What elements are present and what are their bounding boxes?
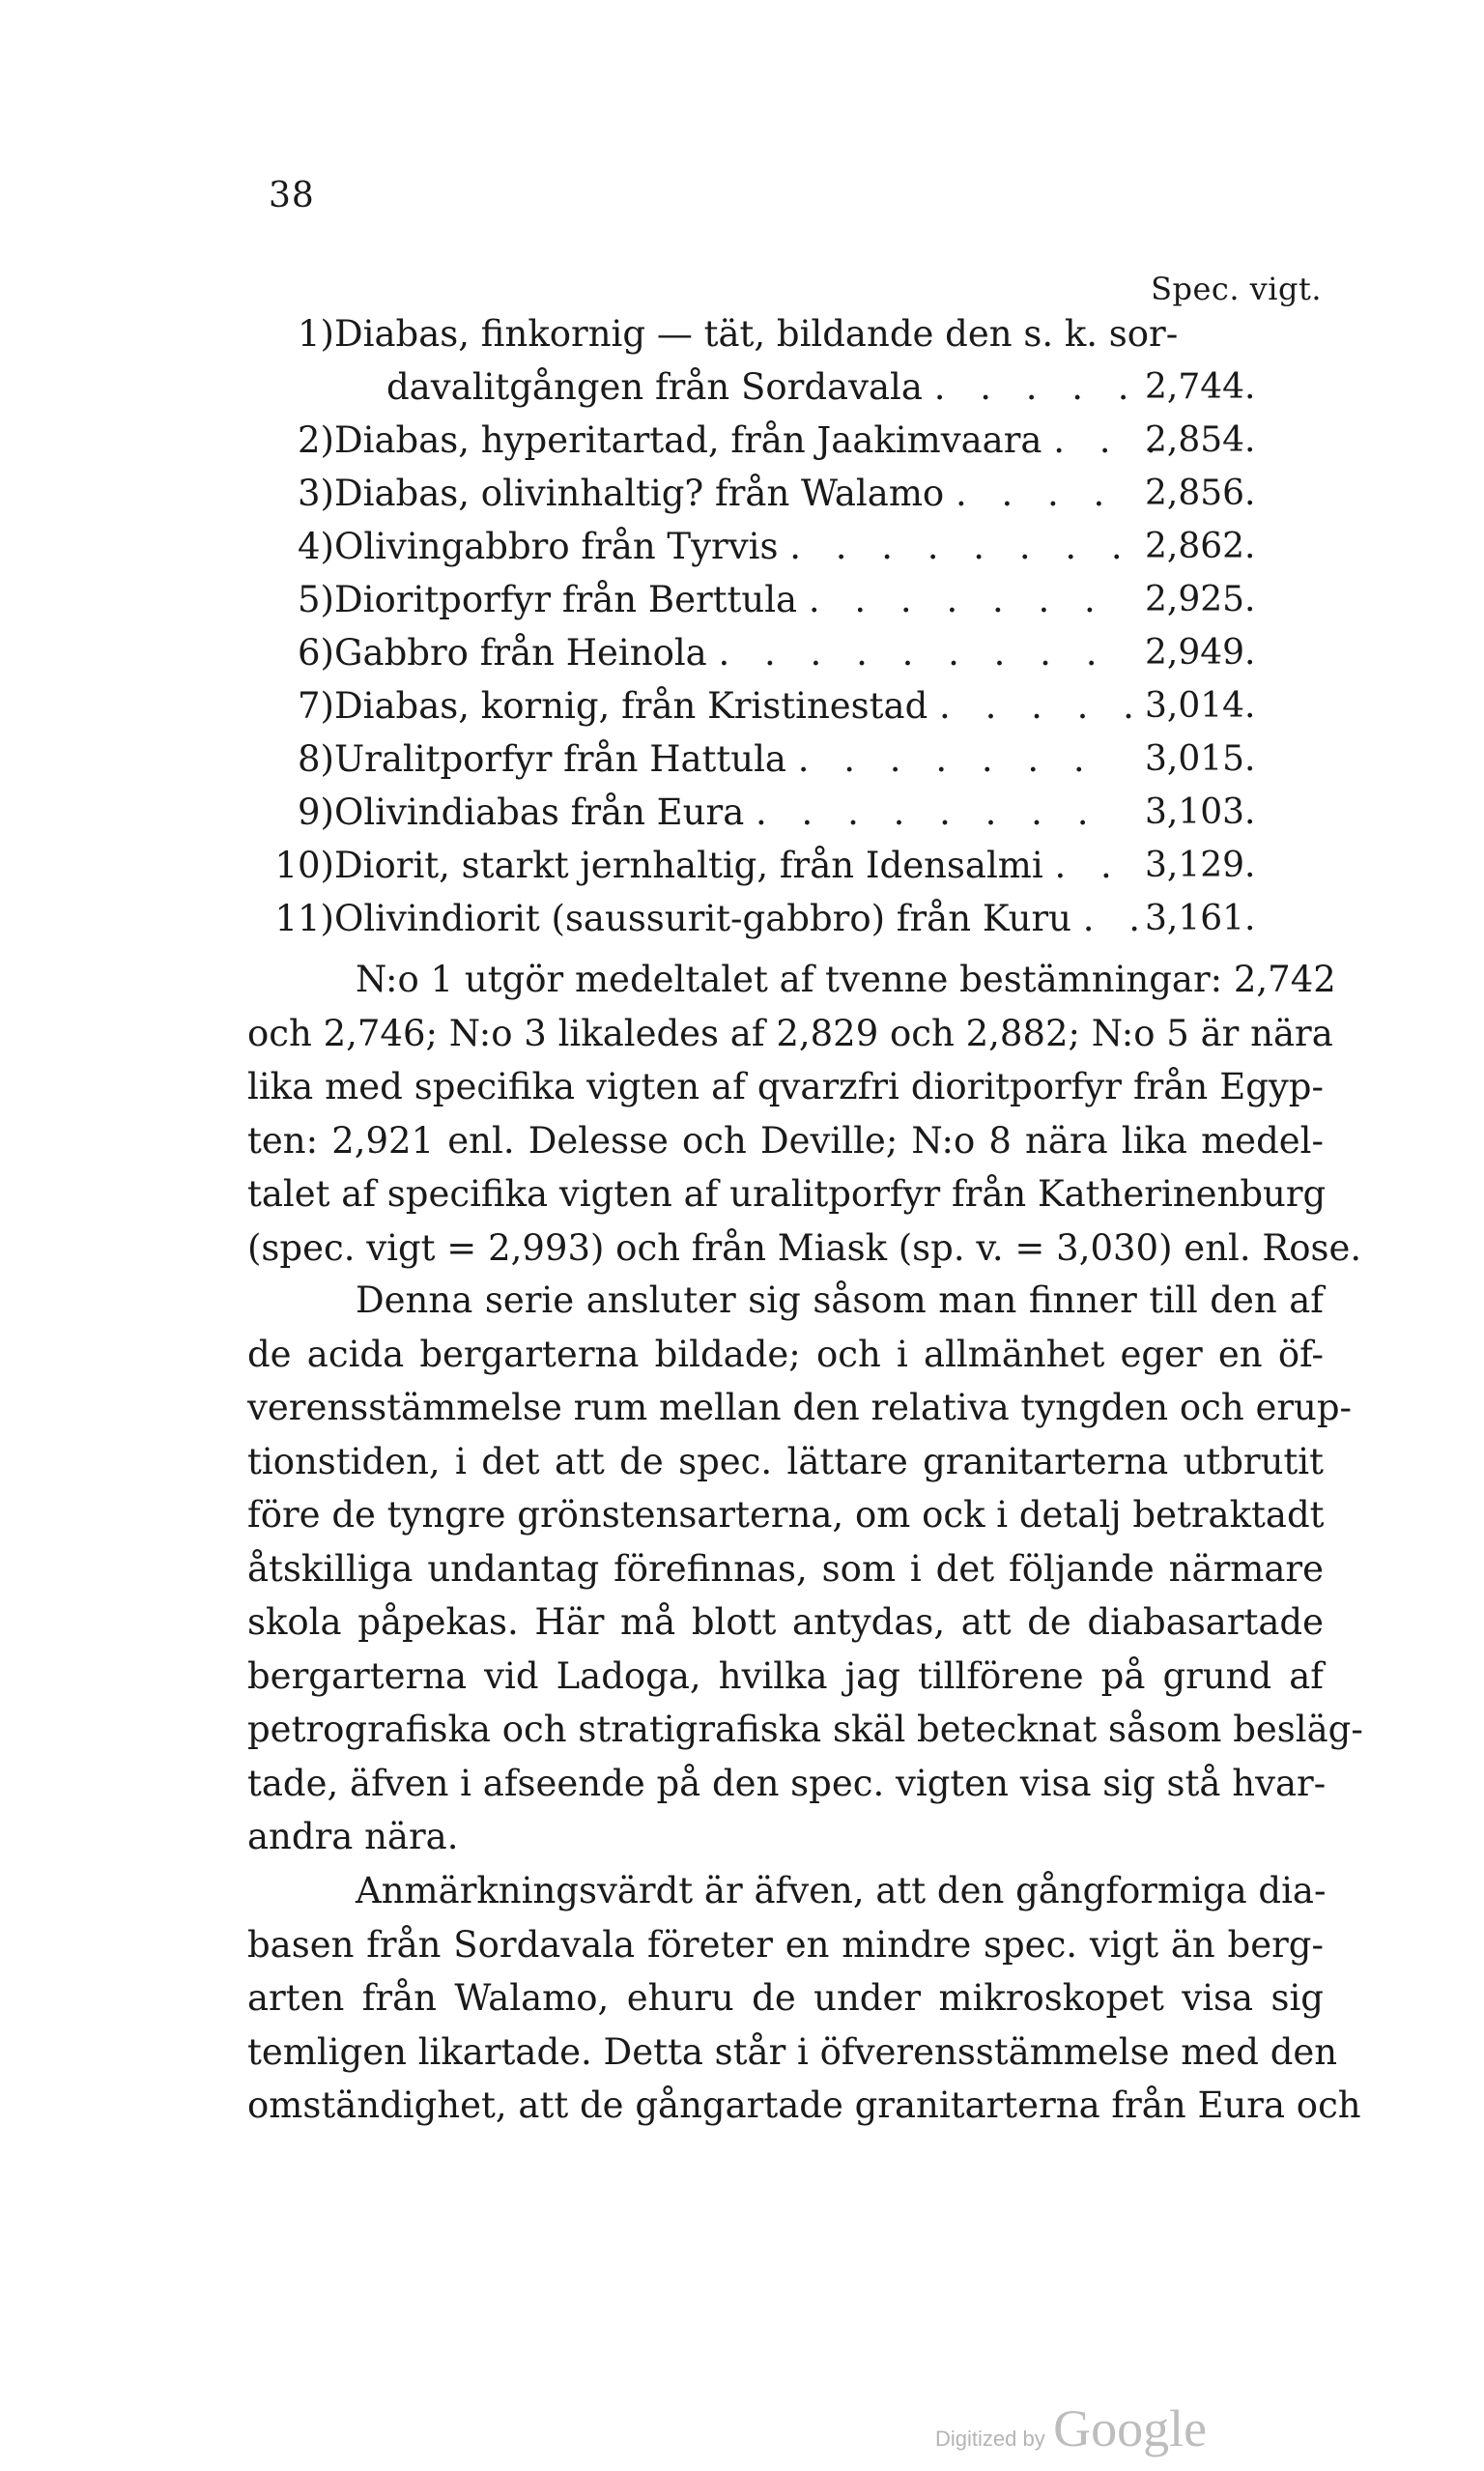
spec-weight-value: 2,854.	[1145, 420, 1256, 460]
paragraph-line: arten från Walamo, ehuru de under mikroskopet visa sig	[247, 1977, 1324, 2019]
watermark-prefix: Digitized by	[935, 2427, 1045, 2451]
paragraph-line: de acida bergarterna bildade; och i allmänhet eger en öf-	[247, 1333, 1324, 1375]
spec-weight-value: 2,856.	[1145, 474, 1256, 513]
leader-dots: . . . . . . . .	[789, 526, 1134, 567]
entry-line	[0, 467, 1484, 520]
spec-weight-value: 3,103.	[1145, 792, 1256, 832]
spec-weight-value: 2,925.	[1145, 580, 1256, 619]
paragraph-line: (spec. vigt = 2,993) och från Miask (sp. v. = 3,030) enl. Rose.	[247, 1226, 1362, 1269]
leader-dots: . .	[1054, 845, 1124, 886]
entry-text	[386, 360, 1141, 414]
entry-number: 4)	[298, 526, 334, 567]
entry-line	[0, 892, 1484, 945]
leader-dots: . . . . . . .	[797, 738, 1097, 780]
entry-line	[0, 786, 1484, 839]
entry-number: 1)	[298, 313, 334, 355]
paragraph-line: andra nära.	[247, 1816, 459, 1857]
entry-line	[0, 307, 1484, 360]
entry-number: 7)	[298, 685, 334, 727]
entry-label: Olivingabbro från Tyrvis	[334, 526, 779, 567]
spec-weight-value: 2,949.	[1145, 633, 1256, 673]
entry-line	[0, 679, 1484, 733]
entry-label: Olivindiorit (saussurit-gabbro) från Kuru	[334, 898, 1071, 939]
entry-label: Diabas, hyperitartad, från Jaakimvaara	[334, 419, 1042, 461]
entry-line	[0, 733, 1484, 786]
paragraph-line: verensstämmelse rum mellan den relativa tyngden och erup-	[247, 1387, 1353, 1428]
paragraph-line: tade, äfven i afseende på den spec. vigten visa sig stå hvar-	[247, 1762, 1327, 1804]
paragraph-line: före de tyngre grönstensarterna, om ock i detalj betraktadt	[247, 1494, 1325, 1536]
entry-text	[334, 786, 1099, 839]
paragraph-line: tionstiden, i det att de spec. lättare granitarterna utbrutit	[247, 1440, 1324, 1482]
entry-label: davalitgången från Sordavala	[386, 366, 923, 408]
google-logo: Google	[1053, 2399, 1208, 2457]
spec-weight-value: 2,862.	[1145, 527, 1256, 566]
paragraph-line: åtskilliga undantag förefinnas, som i det följande närmare	[247, 1547, 1324, 1590]
entry-text	[334, 626, 1108, 679]
entry-label: Diorit, starkt jernhaltig, från Idensalmi	[334, 845, 1043, 886]
entry-text	[334, 839, 1124, 892]
entry-line	[0, 414, 1484, 467]
entry-label: Gabbro från Heinola	[334, 632, 707, 674]
paragraph-line: skola påpekas. Här må blott antydas, att de diabasartade	[247, 1601, 1324, 1643]
spec-weight-value: 3,129.	[1145, 846, 1256, 885]
entry-line	[0, 573, 1484, 626]
spec-weight-value: 2,744.	[1145, 367, 1256, 407]
entry-number: 8)	[298, 738, 334, 780]
entries-list	[0, 307, 1484, 945]
entry-number: 5)	[298, 579, 334, 620]
google-watermark	[935, 2399, 1207, 2458]
entry-text	[334, 679, 1146, 733]
leader-dots: . . . . .	[933, 366, 1141, 408]
spec-vigt-header: Spec. vigt.	[1151, 271, 1322, 307]
paragraph-line: petrografiska och stratigrafiska skäl betecknat såsom besläg-	[247, 1709, 1363, 1750]
entry-number: 10)	[274, 845, 334, 886]
entry-number: 2)	[298, 419, 334, 461]
entry-text	[334, 573, 1107, 626]
paragraph-line: och 2,746; N:o 3 likaledes af 2,829 och 2,882; N:o 5 är nära	[247, 1012, 1333, 1054]
paragraph-line: lika med specifika vigten af qvarzfri dioritporfyr från Egyp-	[247, 1066, 1324, 1107]
entry-line	[0, 520, 1484, 573]
paragraph-line: temligen likartade. Detta står i öfverensstämmelse med den	[247, 2030, 1338, 2073]
leader-dots: . . . . . . . . .	[718, 632, 1109, 674]
entry-text	[334, 307, 1178, 360]
paragraph-1	[247, 953, 1362, 1275]
entry-label: Uralitporfyr från Hattula	[334, 738, 786, 780]
paragraph-line: omständighet, att de gångartade granitarterna från Eura och	[247, 2084, 1361, 2126]
spec-weight-value: 3,015.	[1145, 739, 1256, 779]
leader-dots: . .	[1082, 898, 1153, 939]
entry-number: 11)	[274, 898, 334, 939]
entry-line	[0, 360, 1484, 414]
entry-line	[0, 839, 1484, 892]
leader-dots: . . . .	[955, 473, 1117, 514]
entry-text	[334, 733, 1097, 786]
entry-label: Diabas, finkornig — tät, bildande den s. k. sor-	[334, 313, 1179, 355]
entry-label: Diabas, olivinhaltig? från Walamo	[334, 473, 945, 514]
paragraph-line: talet af specifika vigten af uralitporfyr från Katherinenburg	[247, 1173, 1327, 1215]
paragraph-2	[247, 1274, 1363, 1864]
entry-line	[0, 626, 1484, 679]
entry-number: 6)	[298, 632, 334, 674]
entry-label: Diabas, kornig, från Kristinestad	[334, 685, 928, 727]
leader-dots: . . . . . . . .	[756, 791, 1100, 833]
leader-dots: . . .	[1053, 419, 1169, 461]
paragraph-3	[247, 1864, 1361, 2133]
entry-label: Dioritporfyr från Berttula	[334, 579, 798, 620]
entry-text	[334, 414, 1168, 467]
paragraph-line: basen från Sordavala företer en mindre spec. vigt än berg-	[247, 1923, 1324, 1966]
entry-text	[334, 467, 1116, 520]
paragraph-line: Anmärkningsvärdt är äfven, att den gångformiga dia-	[356, 1870, 1327, 1911]
paragraph-line: ten: 2,921 enl. Delesse och Deville; N:o 8 nära lika medel-	[247, 1119, 1324, 1162]
leader-dots: . . . . .	[939, 685, 1146, 727]
paragraph-line: Denna serie ansluter sig såsom man finner till den af	[356, 1279, 1324, 1321]
page-number: 38	[269, 176, 315, 215]
entry-text	[334, 892, 1152, 945]
leader-dots: . . . . . . .	[808, 579, 1107, 620]
paragraph-line: bergarterna vid Ladoga, hvilka jag tillförene på grund af	[247, 1654, 1324, 1697]
entry-number: 9)	[298, 791, 334, 833]
spec-weight-value: 3,014.	[1145, 686, 1256, 726]
entry-number: 3)	[298, 473, 334, 514]
spec-weight-value: 3,161.	[1145, 899, 1256, 938]
paragraph-line: N:o 1 utgör medeltalet af tvenne bestämningar: 2,742	[356, 959, 1336, 1000]
entry-text	[334, 520, 1134, 573]
entry-label: Olivindiabas från Eura	[334, 791, 745, 833]
